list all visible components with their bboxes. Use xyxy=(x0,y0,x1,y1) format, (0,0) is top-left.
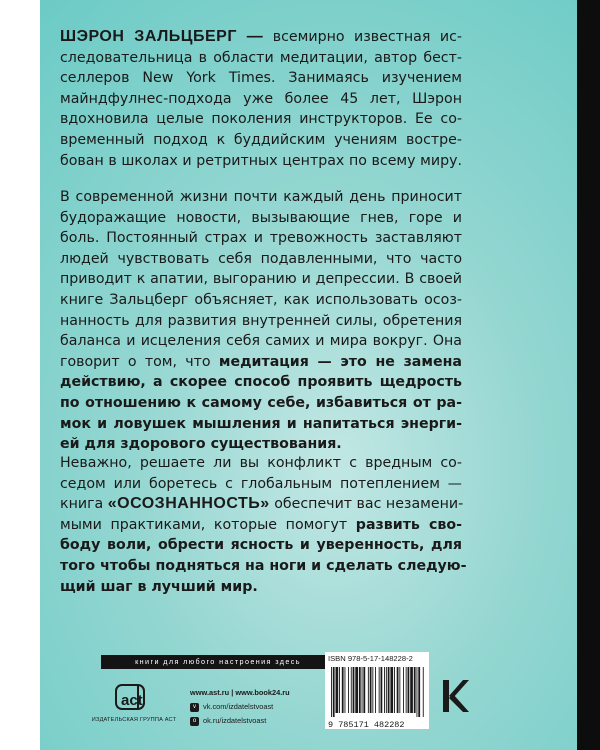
barcode-bar xyxy=(336,667,339,713)
isbn-number: ISBN 978-5-17-148228-2 xyxy=(328,654,413,663)
barcode-bar xyxy=(394,667,395,713)
barcode-bar xyxy=(399,667,400,713)
closing-paragraph xyxy=(60,453,467,597)
description-line: боль. Постоянный страх и тревожность заставляют xyxy=(60,230,462,247)
barcode-bar xyxy=(345,667,346,713)
bio-line: бован в школах и ретритных центрах по всему миру. xyxy=(60,152,462,169)
closing-line: мыми практиками, которые помогут развить сво- xyxy=(60,516,462,533)
contacts-block xyxy=(190,686,290,728)
publisher-k-icon xyxy=(439,676,469,716)
barcode-bar xyxy=(331,667,332,717)
description-line: людей чувствовать себя подавленными, что часто xyxy=(60,250,462,267)
barcode-bar xyxy=(353,667,355,713)
emphasis-text: медитация — это не замена xyxy=(218,353,462,370)
barcode-bar xyxy=(375,667,376,713)
closing-line: Неважно, решаете ли вы конфликт с вредным со- xyxy=(60,455,462,471)
author-name: ШЭРОН ЗАЛЬЦБЕРГ — xyxy=(60,28,264,45)
barcode-bar xyxy=(351,667,352,713)
barcode xyxy=(325,665,429,729)
barcode-bar xyxy=(342,667,344,713)
barcode-bar xyxy=(397,667,399,713)
description-paragraph xyxy=(60,187,462,455)
ok-icon: o xyxy=(190,717,199,726)
vk-icon: v xyxy=(190,703,199,712)
description-line: будоражащие новости, вызывающие гнев, горе и xyxy=(60,209,462,226)
barcode-bar xyxy=(355,667,358,713)
barcode-bar xyxy=(406,667,407,713)
description-line: нанность для развития внутренней силы, обретения xyxy=(60,312,462,329)
barcode-bar xyxy=(408,667,410,713)
ok-link[interactable]: ok.ru/izdatelstvoast xyxy=(203,716,267,725)
barcode-digits: 9 785171 482282 xyxy=(328,720,405,729)
websites[interactable]: www.ast.ru | www.book24.ru xyxy=(190,688,290,697)
bio-line: следовательница в области медитации, автор бест- xyxy=(60,49,462,66)
websites-row xyxy=(190,686,290,700)
barcode-bar xyxy=(386,667,387,713)
emphasis-line: по отношению к самому себе, избавиться от ра- xyxy=(60,394,462,411)
vk-link[interactable]: vk.com/izdatelstvoast xyxy=(203,702,274,711)
barcode-bar xyxy=(414,667,416,713)
closing-line: книга «ОСОЗНАННОСТЬ» обеспечит вас незамени- xyxy=(60,495,464,513)
barcode-bar xyxy=(372,667,373,713)
barcode-bar xyxy=(417,667,418,717)
barcode-bar xyxy=(363,667,365,713)
barcode-bar xyxy=(333,667,335,717)
book-title: «ОСОЗНАННОСТЬ» xyxy=(107,495,270,513)
description-line: баланса и исцеления себя самих и мира вокруг. Она xyxy=(60,333,462,350)
barcode-bar xyxy=(379,667,380,713)
description-line: книге Зальцберг объясняет, как использовать осоз- xyxy=(60,291,462,308)
barcode-bar xyxy=(362,667,363,713)
barcode-bar xyxy=(370,667,372,713)
barcode-bar xyxy=(403,667,404,713)
bio-line: селлеров New York Times. Занимаясь изучением xyxy=(60,70,462,87)
barcode-bar xyxy=(410,667,413,713)
barcode-bar xyxy=(368,667,369,713)
emphasis-line: щий шаг в лучший мир. xyxy=(60,578,258,595)
vk-row xyxy=(190,700,290,714)
isbn-barcode-box xyxy=(325,652,429,729)
book-spine xyxy=(577,0,600,750)
bio-line: временный подход к буддийским учениям востре- xyxy=(60,131,462,148)
barcode-bars xyxy=(331,667,424,717)
description-line: говорит о том, что медитация — это не замена xyxy=(60,353,462,370)
barcode-bar xyxy=(388,667,390,713)
emphasis-line: мок и ловушек мышления и напитаться энерги- xyxy=(60,415,462,432)
emphasis-line: ей для здорового существования. xyxy=(60,436,342,453)
barcode-bar xyxy=(390,667,393,713)
bio-line-1: ШЭРОН ЗАЛЬЦБЕРГ — всемирно известная ис- xyxy=(60,28,462,45)
emphasis-line: того чтобы подняться на ноги и сделать следую- xyxy=(60,557,467,574)
barcode-bar xyxy=(359,667,361,713)
author-bio xyxy=(60,27,462,171)
tagline-bar: книги для любого настроения здесь xyxy=(101,655,335,669)
barcode-bar xyxy=(339,667,340,713)
barcode-bar xyxy=(418,667,420,717)
barcode-bar xyxy=(423,667,424,717)
bio-line: вдохновила целые поколения инструкторов. Ее со- xyxy=(60,111,462,128)
barcode-bar xyxy=(384,667,385,713)
publisher-caption: ИЗДАТЕЛЬСКАЯ ГРУППА АСТ xyxy=(91,717,177,723)
emphasis-line: действию, а скорее способ проявить щедрость xyxy=(60,374,462,391)
emphasis-line: боду воли, обрести ясность и уверенность, для xyxy=(60,537,462,554)
description-line: приводит к апатии, выгоранию и депрессии. В своей xyxy=(60,271,462,288)
closing-line: седом или боретесь с глобальным потеплением — xyxy=(60,475,462,492)
bio-line: майндфулнес-подхода уже более 45 лет, Шэрон xyxy=(60,90,462,107)
logo-text: act xyxy=(121,692,143,709)
barcode-bar xyxy=(381,667,383,713)
ok-row xyxy=(190,714,290,728)
barcode-bar xyxy=(348,667,349,713)
description-line: В современной жизни почти каждый день приносит xyxy=(60,189,462,205)
